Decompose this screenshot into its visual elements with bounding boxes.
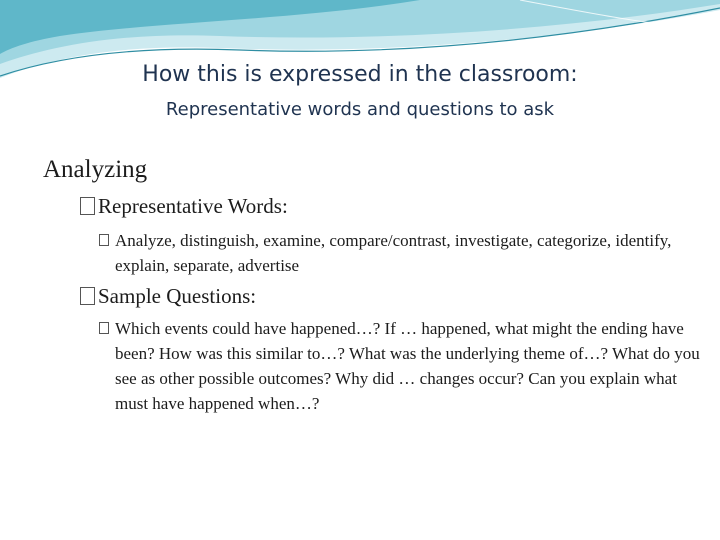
slide-title: How this is expressed in the classroom: [142, 62, 578, 87]
bullet-box-icon [80, 287, 95, 305]
bullet-sample-questions [80, 284, 256, 309]
sub-bullet-questions [99, 316, 700, 416]
bullet-label: Sample Questions: [98, 284, 257, 308]
slide-subtitle: Representative words and questions to ask [165, 99, 555, 120]
bullet-representative-words [80, 194, 288, 219]
bullet-box-icon [80, 197, 95, 215]
bullet-box-icon [99, 322, 109, 334]
sub-bullet-text: Analyze, distinguish, examine, compare/contrast, investigate, categorize, identify, explain, separate, advertise [115, 231, 672, 275]
section-heading: Analyzing [43, 156, 148, 183]
sub-bullet-text: Which events could have happened…? If … happened, what might the ending have been? How was this similar to…? What was the underlying theme of…? What do you see as other possible outcomes? Why did … changes occur? Can you explain what must have happened when…? [115, 319, 700, 413]
bullet-label: Representative Words: [98, 194, 288, 218]
bullet-box-icon [99, 234, 109, 246]
sub-bullet-words [99, 228, 700, 278]
